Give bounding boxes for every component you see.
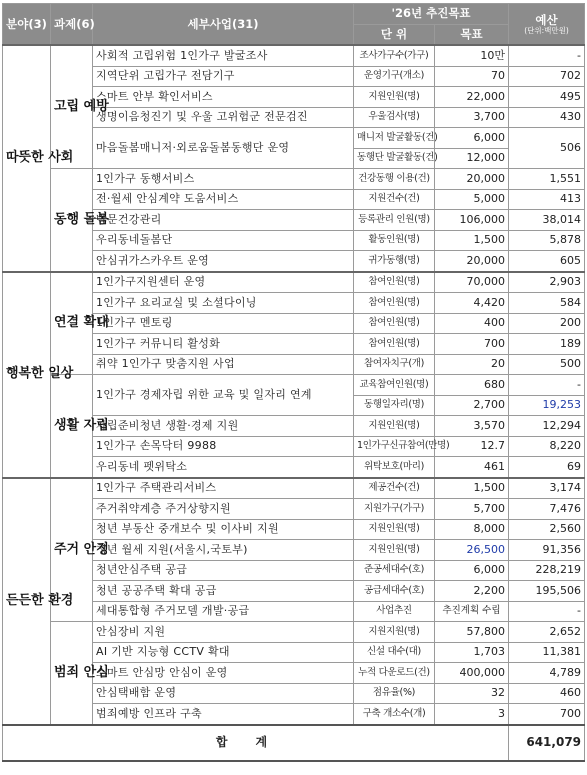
header-budget: 예산 xyxy=(535,12,558,27)
task-cell: 고립 예방 xyxy=(51,45,93,169)
unit-cell: 사업추진 xyxy=(354,601,435,622)
unit-cell: 지원인원(명) xyxy=(354,87,435,108)
header-field: 분야(3) xyxy=(3,4,51,46)
target-cell: 70 xyxy=(435,66,509,87)
budget-cell: - xyxy=(509,375,585,396)
header-budget-unit: (단위:백만원) xyxy=(524,25,569,35)
target-cell: 추진계획 수립 xyxy=(435,601,509,622)
unit-cell: 매니저 발굴활동(건) xyxy=(354,128,435,149)
table-row xyxy=(3,45,585,66)
header-target: 목표 xyxy=(435,24,509,45)
table-header xyxy=(3,4,585,46)
project-cell: 지역단위 고립가구 전담기구 xyxy=(93,66,354,87)
project-cell: 마음돌봄매니저·외로움돌봄동행단 운영 xyxy=(93,128,354,169)
target-cell: 8,000 xyxy=(435,519,509,540)
unit-cell: 동행일자리(명) xyxy=(354,395,435,416)
target-cell: 3,700 xyxy=(435,107,509,128)
project-cell: 자립준비청년 생활·경제 지원 xyxy=(93,416,354,437)
project-cell: 생명이음청진기 및 우울 고위험군 전문검진 xyxy=(93,107,354,128)
target-cell: 10만 xyxy=(435,45,509,66)
budget-cell: 2,903 xyxy=(509,272,585,293)
target-cell: 6,000 xyxy=(435,128,509,149)
table-row xyxy=(3,272,585,293)
target-cell: 700 xyxy=(435,334,509,355)
target-cell: 20,000 xyxy=(435,169,509,190)
target-cell: 26,500 xyxy=(435,540,509,561)
target-cell: 22,000 xyxy=(435,87,509,108)
project-cell: 1인가구 경제자립 위한 교육 및 일자리 연계 xyxy=(93,375,354,416)
unit-cell: 점유율(%) xyxy=(354,683,435,704)
budget-cell: 605 xyxy=(509,251,585,272)
target-cell: 1,703 xyxy=(435,642,509,663)
header-unit: 단 위 xyxy=(354,24,435,45)
table-row xyxy=(3,622,585,643)
budget-cell: 413 xyxy=(509,189,585,210)
budget-cell: 430 xyxy=(509,107,585,128)
budget-cell: - xyxy=(509,45,585,66)
budget-cell: 500 xyxy=(509,354,585,375)
budget-cell: 5,878 xyxy=(509,230,585,251)
unit-cell: 등록관리 인원(명) xyxy=(354,210,435,231)
unit-cell: 준공세대수(호) xyxy=(354,560,435,581)
target-cell: 12.7 xyxy=(435,436,509,457)
project-cell: 우리동네돌봄단 xyxy=(93,230,354,251)
budget-cell: 228,219 xyxy=(509,560,585,581)
unit-cell: 지원인원(명) xyxy=(354,416,435,437)
unit-cell: 지원가구(가구) xyxy=(354,499,435,520)
target-cell: 32 xyxy=(435,683,509,704)
header-goal: '26년 추진목표 xyxy=(354,4,509,25)
header-budget-cell xyxy=(509,4,585,46)
target-cell: 3,570 xyxy=(435,416,509,437)
project-cell: 세대통합형 주거모델 개발·공급 xyxy=(93,601,354,622)
target-cell: 3 xyxy=(435,704,509,725)
project-cell: 1인가구 동행서비스 xyxy=(93,169,354,190)
unit-cell: 지원인원(명) xyxy=(354,540,435,561)
project-cell: 스마트 안부 확인서비스 xyxy=(93,87,354,108)
target-cell: 20,000 xyxy=(435,251,509,272)
target-cell: 2,200 xyxy=(435,581,509,602)
budget-cell: 460 xyxy=(509,683,585,704)
header-task: 과제(6) xyxy=(51,4,93,46)
unit-cell: 지원건수(건) xyxy=(354,189,435,210)
task-cell: 주거 안정 xyxy=(51,478,93,622)
budget-cell: 11,381 xyxy=(509,642,585,663)
task-cell: 범죄 안심 xyxy=(51,622,93,725)
target-cell: 1,500 xyxy=(435,478,509,499)
project-cell: 우리동네 펫위탁소 xyxy=(93,457,354,478)
total-row xyxy=(3,725,585,761)
unit-cell: 구축 개소수(개) xyxy=(354,704,435,725)
unit-cell: 우울검사(명) xyxy=(354,107,435,128)
target-cell: 4,420 xyxy=(435,293,509,314)
unit-cell: 참여인원(명) xyxy=(354,293,435,314)
budget-cell: 2,652 xyxy=(509,622,585,643)
project-cell: 청년안심주택 공급 xyxy=(93,560,354,581)
target-cell: 5,000 xyxy=(435,189,509,210)
unit-cell: 참여인원(명) xyxy=(354,272,435,293)
budget-cell: 189 xyxy=(509,334,585,355)
table-row xyxy=(3,478,585,499)
unit-cell: 동행단 발굴활동(건) xyxy=(354,148,435,169)
unit-cell: 지원인원(명) xyxy=(354,519,435,540)
task-cell: 연결 확대 xyxy=(51,272,93,375)
budget-table xyxy=(2,3,585,762)
budget-cell: 19,253 xyxy=(509,395,585,416)
project-cell: 안심귀가스카우트 운영 xyxy=(93,251,354,272)
project-cell: AI 기반 지능형 CCTV 확대 xyxy=(93,642,354,663)
project-cell: 취약 1인가구 맞춤지원 사업 xyxy=(93,354,354,375)
budget-cell: 584 xyxy=(509,293,585,314)
project-cell: 1인가구 멘토링 xyxy=(93,313,354,334)
task-cell: 생활 자립 xyxy=(51,375,93,478)
project-cell: 안심택배함 운영 xyxy=(93,683,354,704)
target-cell: 1,500 xyxy=(435,230,509,251)
unit-cell: 제공건수(건) xyxy=(354,478,435,499)
project-cell: 1인가구 손목닥터 9988 xyxy=(93,436,354,457)
project-cell: 스마트 안심망 안심이 운영 xyxy=(93,663,354,684)
budget-cell: 1,551 xyxy=(509,169,585,190)
field-cell: 행복한 일상 xyxy=(3,272,51,478)
table-row xyxy=(3,375,585,396)
target-cell: 106,000 xyxy=(435,210,509,231)
project-cell: 사회적 고립위험 1인가구 발굴조사 xyxy=(93,45,354,66)
project-cell: 방문건강관리 xyxy=(93,210,354,231)
unit-cell: 귀가동행(명) xyxy=(354,251,435,272)
target-cell: 5,700 xyxy=(435,499,509,520)
total-budget: 641,079 xyxy=(509,725,585,761)
project-cell: 청년 월세 지원(서울시,국토부) xyxy=(93,540,354,561)
unit-cell: 1인가구신규참여(만명) xyxy=(354,436,435,457)
budget-cell: 91,356 xyxy=(509,540,585,561)
budget-cell: 506 xyxy=(509,128,585,169)
project-cell: 청년 부동산 중개보수 및 이사비 지원 xyxy=(93,519,354,540)
unit-cell: 참여자치구(개) xyxy=(354,354,435,375)
unit-cell: 신설 대수(대) xyxy=(354,642,435,663)
unit-cell: 운영기구(개소) xyxy=(354,66,435,87)
project-cell: 청년 공공주택 확대 공급 xyxy=(93,581,354,602)
unit-cell: 조사가구수(가구) xyxy=(354,45,435,66)
target-cell: 2,700 xyxy=(435,395,509,416)
project-cell: 1인가구 주택관리서비스 xyxy=(93,478,354,499)
budget-cell: 3,174 xyxy=(509,478,585,499)
unit-cell: 참여인원(명) xyxy=(354,313,435,334)
field-cell: 따뜻한 사회 xyxy=(3,45,51,272)
budget-cell: 495 xyxy=(509,87,585,108)
budget-cell: 700 xyxy=(509,704,585,725)
target-cell: 20 xyxy=(435,354,509,375)
project-cell: 1인가구지원센터 운영 xyxy=(93,272,354,293)
unit-cell: 참여인원(명) xyxy=(354,334,435,355)
budget-cell: 7,476 xyxy=(509,499,585,520)
budget-cell: 4,789 xyxy=(509,663,585,684)
budget-cell: 69 xyxy=(509,457,585,478)
budget-cell: 2,560 xyxy=(509,519,585,540)
table-row xyxy=(3,169,585,190)
target-cell: 57,800 xyxy=(435,622,509,643)
target-cell: 12,000 xyxy=(435,148,509,169)
target-cell: 400 xyxy=(435,313,509,334)
target-cell: 6,000 xyxy=(435,560,509,581)
budget-cell: 12,294 xyxy=(509,416,585,437)
budget-cell: 195,506 xyxy=(509,581,585,602)
project-cell: 1인가구 요리교실 및 소셜다이닝 xyxy=(93,293,354,314)
unit-cell: 공급세대수(호) xyxy=(354,581,435,602)
unit-cell: 건강동행 이용(건) xyxy=(354,169,435,190)
budget-cell: 200 xyxy=(509,313,585,334)
task-cell: 동행 돌봄 xyxy=(51,169,93,272)
budget-cell: - xyxy=(509,601,585,622)
budget-cell: 38,014 xyxy=(509,210,585,231)
budget-cell: 702 xyxy=(509,66,585,87)
unit-cell: 활동인원(명) xyxy=(354,230,435,251)
unit-cell: 교육참여인원(명) xyxy=(354,375,435,396)
target-cell: 461 xyxy=(435,457,509,478)
unit-cell: 지원지원(명) xyxy=(354,622,435,643)
unit-cell: 누적 다운로드(건) xyxy=(354,663,435,684)
total-label: 합계 xyxy=(3,725,509,761)
target-cell: 70,000 xyxy=(435,272,509,293)
project-cell: 전·월세 안심계약 도움서비스 xyxy=(93,189,354,210)
project-cell: 범죄예방 인프라 구축 xyxy=(93,704,354,725)
project-cell: 주거취약계층 주거상향지원 xyxy=(93,499,354,520)
target-cell: 400,000 xyxy=(435,663,509,684)
project-cell: 1인가구 커뮤니티 활성화 xyxy=(93,334,354,355)
budget-cell: 8,220 xyxy=(509,436,585,457)
field-cell: 든든한 환경 xyxy=(3,478,51,725)
unit-cell: 위탁보호(마리) xyxy=(354,457,435,478)
target-cell: 680 xyxy=(435,375,509,396)
project-cell: 안심장비 지원 xyxy=(93,622,354,643)
table-body xyxy=(3,45,585,761)
header-project: 세부사업(31) xyxy=(93,4,354,46)
